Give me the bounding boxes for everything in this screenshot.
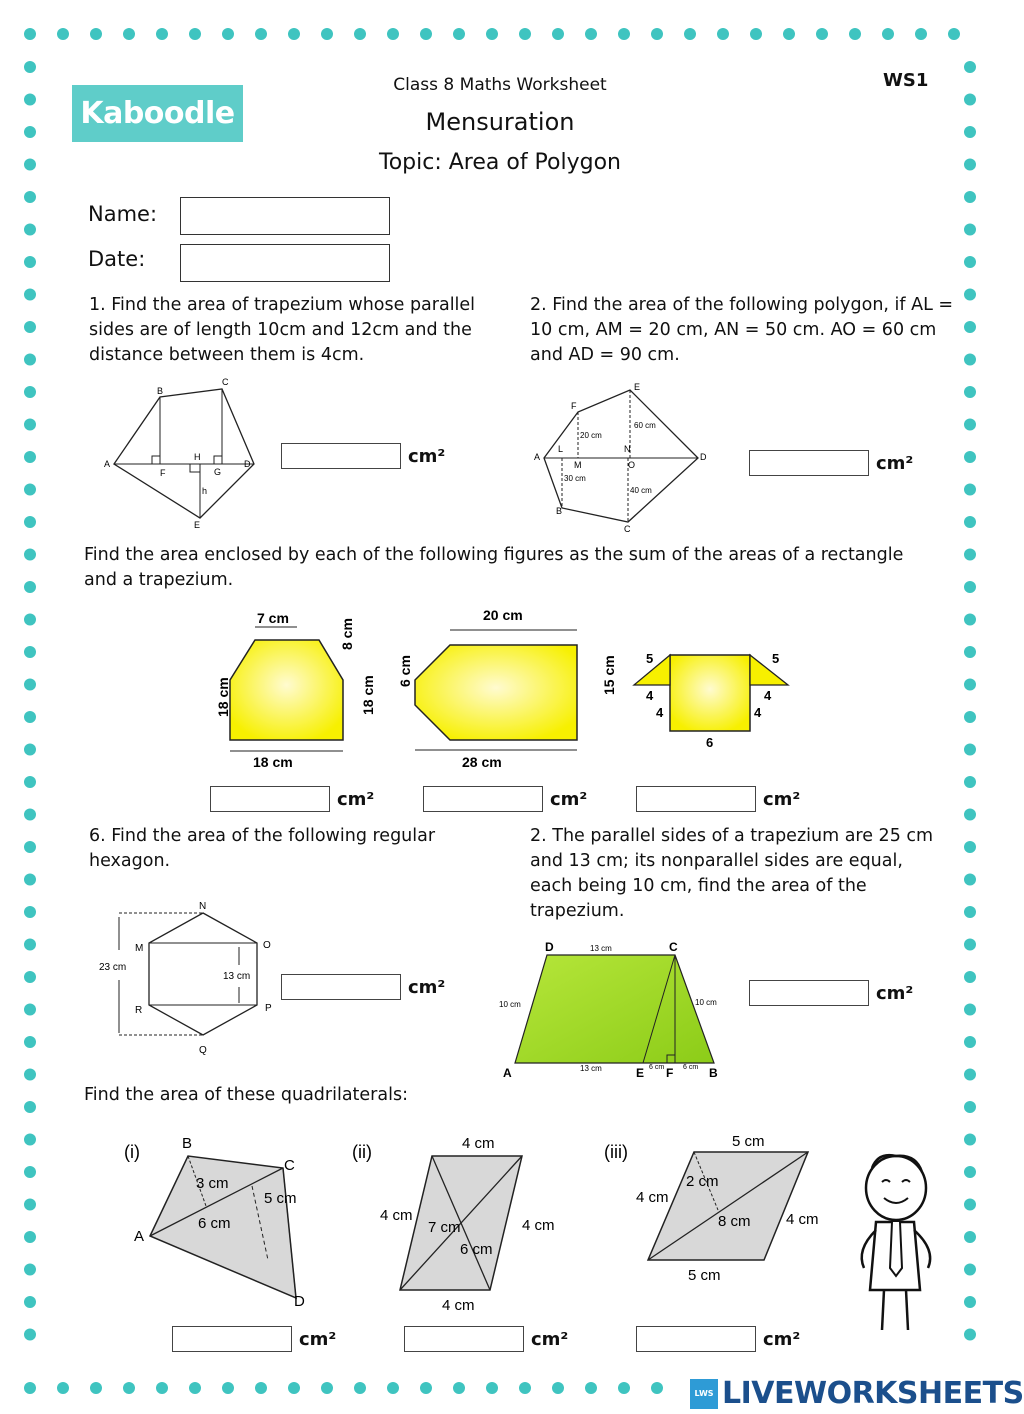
border-dot	[90, 1382, 102, 1394]
border-dot	[585, 1382, 597, 1394]
border-dot	[24, 94, 36, 106]
quad-ii-label-7cm: 7 cm	[428, 1219, 461, 1236]
border-dot	[964, 906, 976, 918]
hex-label-o: O	[263, 940, 271, 951]
quad-i-label-5cm: 5 cm	[264, 1190, 297, 1207]
border-dot	[24, 61, 36, 73]
border-dot	[24, 906, 36, 918]
quad-i-unit: cm²	[299, 1329, 337, 1350]
border-dot	[964, 451, 976, 463]
border-dot	[964, 1329, 976, 1341]
border-dot	[964, 1134, 976, 1146]
border-dot	[420, 28, 432, 40]
border-dot	[255, 28, 267, 40]
border-dot	[24, 1382, 36, 1394]
border-dot	[964, 94, 976, 106]
fig2-answer-input[interactable]	[423, 786, 543, 812]
trap-label-e: E	[636, 1066, 645, 1080]
border-dot	[24, 614, 36, 626]
border-dot	[420, 1382, 432, 1394]
border-dot	[964, 224, 976, 236]
border-dot	[57, 1382, 69, 1394]
border-dot	[321, 1382, 333, 1394]
border-dot	[24, 1296, 36, 1308]
border-dot	[24, 939, 36, 951]
border-dot	[964, 61, 976, 73]
question-6-text: 6. Find the area of the following regular hexagon.	[89, 826, 436, 871]
border-dot	[519, 1382, 531, 1394]
quad-i-label: (i)	[124, 1142, 140, 1162]
border-dot	[964, 1296, 976, 1308]
q2-label-b: B	[556, 506, 563, 516]
border-dot	[964, 1101, 976, 1113]
border-dot	[717, 28, 729, 40]
section-rect-trap-text: Find the area enclosed by each of the following figures as the sum of the areas of a rectangle and a trapezium.	[84, 545, 904, 590]
border-dot	[24, 1264, 36, 1276]
quad-ii-label-4cm-right: 4 cm	[522, 1217, 555, 1234]
border-dot	[24, 874, 36, 886]
border-dot	[783, 28, 795, 40]
hex-label-23cm: 23 cm	[99, 962, 127, 973]
border-dot	[964, 484, 976, 496]
border-dot	[684, 28, 696, 40]
fig1-label-18cm-left: 18 cm	[215, 677, 231, 717]
border-dot	[387, 28, 399, 40]
border-dot	[24, 321, 36, 333]
border-dot	[964, 321, 976, 333]
fig3-label-4-a: 4	[646, 688, 654, 703]
fig3-label-5-left: 5	[646, 651, 654, 666]
q1-label-b: B	[157, 386, 164, 396]
border-dot	[24, 126, 36, 138]
border-dot	[123, 28, 135, 40]
fig2-unit: cm²	[550, 789, 588, 810]
border-dot	[964, 1069, 976, 1081]
hex-label-q: Q	[199, 1045, 207, 1056]
q2-label-60cm: 60 cm	[634, 421, 656, 430]
border-dot	[24, 516, 36, 528]
border-dot	[24, 191, 36, 203]
border-dot	[849, 28, 861, 40]
trap-label-6cm-b: 6 cm	[683, 1064, 699, 1071]
q1-label-e: E	[194, 520, 201, 530]
border-dot	[964, 1231, 976, 1243]
quad-iii-label-4cm-left: 4 cm	[636, 1189, 669, 1206]
q1-label-a: A	[104, 459, 111, 469]
trap-label-6cm-a: 6 cm	[649, 1064, 665, 1071]
border-dot	[964, 1199, 976, 1211]
border-dot	[486, 28, 498, 40]
q2-label-n: N	[624, 444, 631, 454]
border-dot	[24, 971, 36, 983]
q2-figure	[530, 380, 720, 540]
border-dot	[189, 28, 201, 40]
hex-label-p: P	[265, 1003, 272, 1014]
trap-label-f: F	[666, 1066, 674, 1080]
fig3-label-5-right: 5	[772, 651, 780, 666]
border-dot	[24, 549, 36, 561]
border-dot	[24, 28, 36, 40]
hex-label-m: M	[135, 943, 144, 954]
q1-answer-input[interactable]	[281, 443, 401, 469]
border-dot	[964, 289, 976, 301]
border-dot	[552, 1382, 564, 1394]
quad-i-answer-input[interactable]	[172, 1326, 292, 1352]
quad-figure-iii	[600, 1128, 830, 1293]
section-quad-text: Find the area of these quadrilaterals:	[84, 1085, 408, 1105]
fig2-label-15cm: 15 cm	[601, 655, 617, 695]
quad-iii-label: (iii)	[604, 1142, 628, 1162]
border-dot	[486, 1382, 498, 1394]
trap-label-c: C	[669, 940, 678, 954]
border-dot	[964, 1004, 976, 1016]
question-1-text: 1. Find the area of trapezium whose parallel sides are of length 10cm and 12cm and the distance between them is 4cm.	[89, 295, 476, 365]
quad-i-label-d: D	[294, 1293, 305, 1310]
worksheet-title: Mensuration	[425, 108, 575, 136]
border-dot	[964, 1166, 976, 1178]
border-dot	[24, 419, 36, 431]
q2-label-d: D	[700, 452, 707, 462]
quad-i-label-3cm: 3 cm	[196, 1175, 229, 1192]
q6-answer-input[interactable]	[281, 974, 401, 1000]
border-dot	[24, 646, 36, 658]
liveworksheets-brand	[690, 1376, 1024, 1411]
border-dot	[964, 191, 976, 203]
quad-i-label-a: A	[134, 1228, 145, 1245]
border-dot	[964, 776, 976, 788]
border-dot	[288, 1382, 300, 1394]
border-dot	[964, 1036, 976, 1048]
border-dot	[24, 386, 36, 398]
border-dot	[189, 1382, 201, 1394]
quad-figure-i	[118, 1128, 328, 1313]
name-input[interactable]	[180, 197, 390, 235]
border-dot	[24, 744, 36, 756]
border-dot	[354, 1382, 366, 1394]
fig1-label-7cm: 7 cm	[257, 610, 289, 626]
border-dot	[24, 776, 36, 788]
hexagon-figure	[95, 895, 285, 1065]
border-dot	[964, 419, 976, 431]
border-dot	[321, 28, 333, 40]
border-dot	[964, 679, 976, 691]
border-dot	[24, 1069, 36, 1081]
quad-iii-label-2cm: 2 cm	[686, 1173, 719, 1190]
border-dot	[354, 28, 366, 40]
border-dot	[24, 1134, 36, 1146]
trap-label-13cm-top: 13 cm	[590, 944, 612, 953]
border-dot	[255, 1382, 267, 1394]
q1-label-d: D	[244, 459, 251, 469]
green-trapezium-figure	[495, 935, 735, 1083]
quad-iii-label-8cm: 8 cm	[718, 1213, 751, 1230]
hex-label-r: R	[135, 1005, 143, 1016]
figure-winged-square	[630, 645, 790, 755]
worksheet-subtitle: Class 8 Maths Worksheet	[393, 75, 607, 95]
trap-label-a: A	[503, 1066, 512, 1080]
border-dot	[156, 1382, 168, 1394]
kaboodle-logo: Kaboodle	[72, 85, 243, 142]
border-dot	[24, 581, 36, 593]
q2-label-o: O	[628, 460, 636, 470]
border-dot	[24, 159, 36, 171]
border-dot	[24, 679, 36, 691]
border-dot	[288, 28, 300, 40]
border-dot	[57, 28, 69, 40]
border-dot	[964, 971, 976, 983]
border-dot	[24, 1036, 36, 1048]
trap-label-10cm-right: 10 cm	[695, 998, 717, 1007]
border-dot	[24, 711, 36, 723]
fig1-label-18cm-bottom: 18 cm	[253, 754, 293, 770]
border-dot	[750, 28, 762, 40]
border-dot	[964, 549, 976, 561]
fig1-unit: cm²	[337, 789, 375, 810]
border-dot	[24, 1166, 36, 1178]
fig2-label-6cm: 6 cm	[397, 655, 413, 687]
border-dot	[24, 1231, 36, 1243]
quad-i-label-6cm: 6 cm	[198, 1215, 231, 1232]
q2-label-l: L	[558, 444, 564, 454]
border-dot	[24, 354, 36, 366]
date-label: Date:	[88, 247, 146, 271]
border-dot	[964, 614, 976, 626]
border-dot	[552, 28, 564, 40]
border-dot	[816, 28, 828, 40]
border-dot	[453, 28, 465, 40]
border-dot	[964, 646, 976, 658]
border-dot	[519, 28, 531, 40]
qtrap-unit: cm²	[876, 983, 914, 1004]
worksheet-topic: Topic: Area of Polygon	[379, 150, 621, 175]
quad-iii-unit: cm²	[763, 1329, 801, 1350]
border-dot	[964, 711, 976, 723]
border-dot	[964, 581, 976, 593]
qtrap-answer-input[interactable]	[749, 980, 869, 1006]
q2-label-40cm: 40 cm	[630, 486, 652, 495]
border-dot	[964, 126, 976, 138]
border-dot	[964, 516, 976, 528]
quad-i-label-b: B	[182, 1135, 193, 1152]
border-dot	[964, 1264, 976, 1276]
q2-label-c: C	[624, 524, 631, 534]
q1-label-h-small: h	[202, 486, 208, 496]
border-dot	[24, 289, 36, 301]
border-dot	[24, 809, 36, 821]
border-dot	[24, 1004, 36, 1016]
liveworksheets-text: LIVEWORKSHEETS	[722, 1376, 1024, 1411]
border-dot	[964, 874, 976, 886]
border-dot	[24, 1101, 36, 1113]
fig2-label-20cm: 20 cm	[483, 607, 523, 623]
border-dot	[618, 1382, 630, 1394]
fig3-label-4-b: 4	[764, 688, 772, 703]
q2-label-30cm: 30 cm	[564, 474, 586, 483]
border-dot	[387, 1382, 399, 1394]
quad-ii-label-4cm-bottom: 4 cm	[442, 1297, 475, 1314]
fig3-label-4-c: 4	[656, 705, 664, 720]
q2-label-e: E	[634, 382, 641, 392]
quad-i-label-c: C	[284, 1157, 295, 1174]
name-label: Name:	[88, 202, 158, 226]
border-dot	[24, 256, 36, 268]
quad-ii-label-6cm: 6 cm	[460, 1241, 493, 1258]
border-dot	[222, 1382, 234, 1394]
hex-label-13cm: 13 cm	[223, 971, 251, 982]
border-dot	[585, 28, 597, 40]
trap-label-d: D	[545, 940, 554, 954]
border-dot	[964, 744, 976, 756]
border-dot	[651, 1382, 663, 1394]
border-dot	[915, 28, 927, 40]
quad-iii-answer-input[interactable]	[636, 1326, 756, 1352]
border-dot	[964, 939, 976, 951]
border-dot	[964, 386, 976, 398]
q1-label-g: G	[214, 467, 222, 477]
fig1-label-18cm-right: 18 cm	[360, 675, 376, 715]
border-dot	[24, 451, 36, 463]
date-input[interactable]	[180, 244, 390, 282]
fig1-label-8cm: 8 cm	[339, 618, 355, 650]
q1-label-f: F	[160, 468, 166, 478]
q1-label-h: H	[194, 452, 201, 462]
quad-ii-unit: cm²	[531, 1329, 569, 1350]
border-dot	[964, 256, 976, 268]
quad-ii-label-4cm-top: 4 cm	[462, 1135, 495, 1152]
fig2-label-28cm: 28 cm	[462, 754, 502, 770]
worksheet-code: WS1	[883, 70, 929, 91]
lws-badge: LWS	[690, 1379, 718, 1409]
border-dot	[651, 28, 663, 40]
quad-iii-label-5cm-top: 5 cm	[732, 1133, 765, 1150]
quad-figure-ii	[350, 1128, 570, 1313]
border-dot	[882, 28, 894, 40]
quad-ii-answer-input[interactable]	[404, 1326, 524, 1352]
border-dot	[123, 1382, 135, 1394]
question-trapezium-text: 2. The parallel sides of a trapezium are 25 cm and 13 cm; its nonparallel sides are equal, each being 10 cm, find the area of the trapezium.	[530, 826, 934, 921]
trap-label-13cm-bottom: 13 cm	[580, 1064, 602, 1073]
q2-unit: cm²	[876, 453, 914, 474]
border-dot	[222, 28, 234, 40]
figure-hexagon-shape	[195, 605, 376, 775]
border-dot	[618, 28, 630, 40]
q2-label-m: M	[574, 460, 582, 470]
border-dot	[453, 1382, 465, 1394]
q1-figure	[100, 372, 270, 532]
quad-iii-label-5cm-bottom: 5 cm	[688, 1267, 721, 1284]
hex-label-n: N	[199, 901, 207, 912]
figure-pentagon-shape	[380, 605, 620, 775]
q2-label-f: F	[571, 401, 577, 411]
border-dot	[964, 159, 976, 171]
border-dot	[964, 809, 976, 821]
q2-label-20cm: 20 cm	[580, 431, 602, 440]
trap-label-b: B	[709, 1066, 718, 1080]
border-dot	[24, 1329, 36, 1341]
cartoon-boy-icon	[848, 1150, 948, 1335]
q2-answer-input[interactable]	[749, 450, 869, 476]
border-dot	[24, 841, 36, 853]
q1-label-c: C	[222, 377, 229, 387]
border-dot	[948, 28, 960, 40]
fig3-label-6: 6	[706, 735, 714, 750]
border-dot	[964, 841, 976, 853]
border-dot	[964, 354, 976, 366]
border-dot	[90, 28, 102, 40]
border-dot	[24, 1199, 36, 1211]
q2-label-a: A	[534, 452, 541, 462]
quad-ii-label: (ii)	[352, 1142, 372, 1162]
question-2-text: 2. Find the area of the following polygon, if AL = 10 cm, AM = 20 cm, AN = 50 cm. AO = 60 cm and AD = 90 cm.	[530, 295, 954, 365]
quad-iii-label-4cm-right: 4 cm	[786, 1211, 819, 1228]
fig3-label-4-d: 4	[754, 705, 762, 720]
quad-ii-label-4cm-left: 4 cm	[380, 1207, 413, 1224]
trap-label-10cm-left: 10 cm	[499, 1000, 521, 1009]
border-dot	[156, 28, 168, 40]
fig3-unit: cm²	[763, 789, 801, 810]
q1-unit: cm²	[408, 446, 446, 467]
q6-unit: cm²	[408, 977, 446, 998]
fig1-answer-input[interactable]	[210, 786, 330, 812]
border-dot	[24, 484, 36, 496]
border-dot	[24, 224, 36, 236]
fig3-answer-input[interactable]	[636, 786, 756, 812]
